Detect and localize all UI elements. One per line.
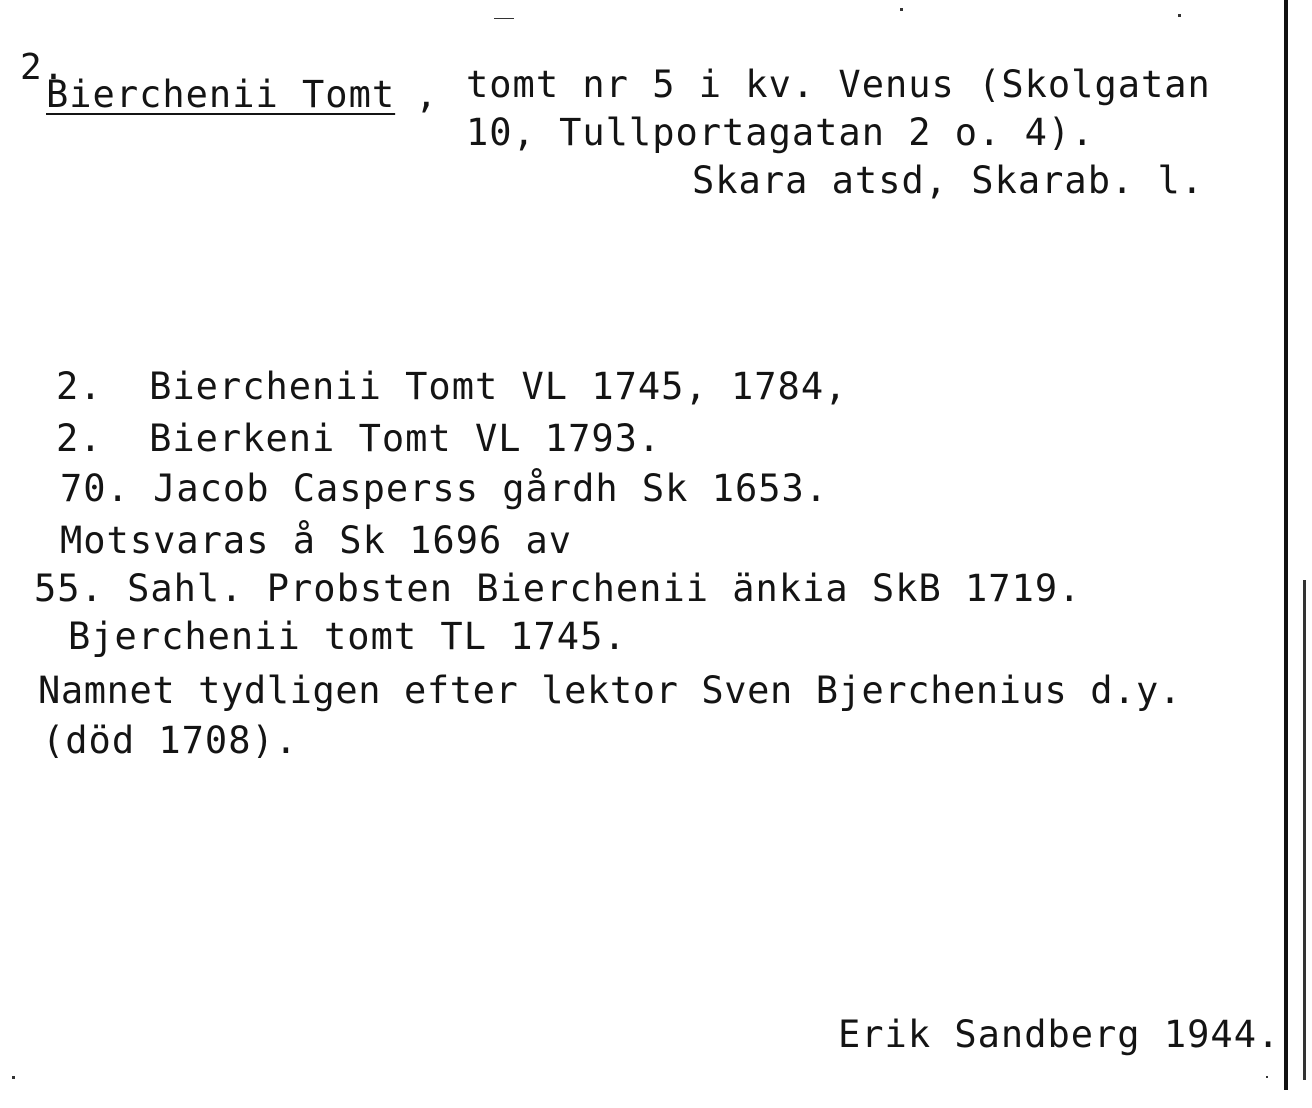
entry-number: 2. [20,47,66,88]
ink-speck [12,1076,15,1079]
source-line: 2. Bierchenii Tomt VL 1745, 1784, [56,365,848,408]
heading-location-line-2: 10, Tullportagatan 2 o. 4). [466,111,1095,154]
heading-comma: , [415,73,439,116]
ink-speck [1178,14,1181,17]
source-line: Bjerchenii tomt TL 1745. [68,615,627,658]
heading-location-line-3: Skara atsd, Skarab. l. [692,159,1205,202]
ink-speck [494,18,514,19]
ink-speck [1266,1076,1268,1078]
source-line: 55. Sahl. Probsten Bierchenii änkia SkB 1719. [34,567,1082,610]
source-line: Motsvaras å Sk 1696 av [60,519,573,562]
card-edge-line [1284,0,1288,1090]
source-line: 70. Jacob Casperss gårdh Sk 1653. [60,467,829,510]
ink-speck [900,8,903,11]
heading-term: Bierchenii Tomt [46,73,396,116]
source-line: 2. Bierkeni Tomt VL 1793. [56,417,662,460]
card-edge-line [1303,580,1306,1080]
signature: Erik Sandberg 1944. [838,1013,1281,1056]
heading-location-line-1: tomt nr 5 i kv. Venus (Skolgatan [466,63,1211,106]
note-line: (död 1708). [42,719,299,762]
note-line: Namnet tydligen efter lektor Sven Bjerchenius d.y. [38,669,1182,712]
